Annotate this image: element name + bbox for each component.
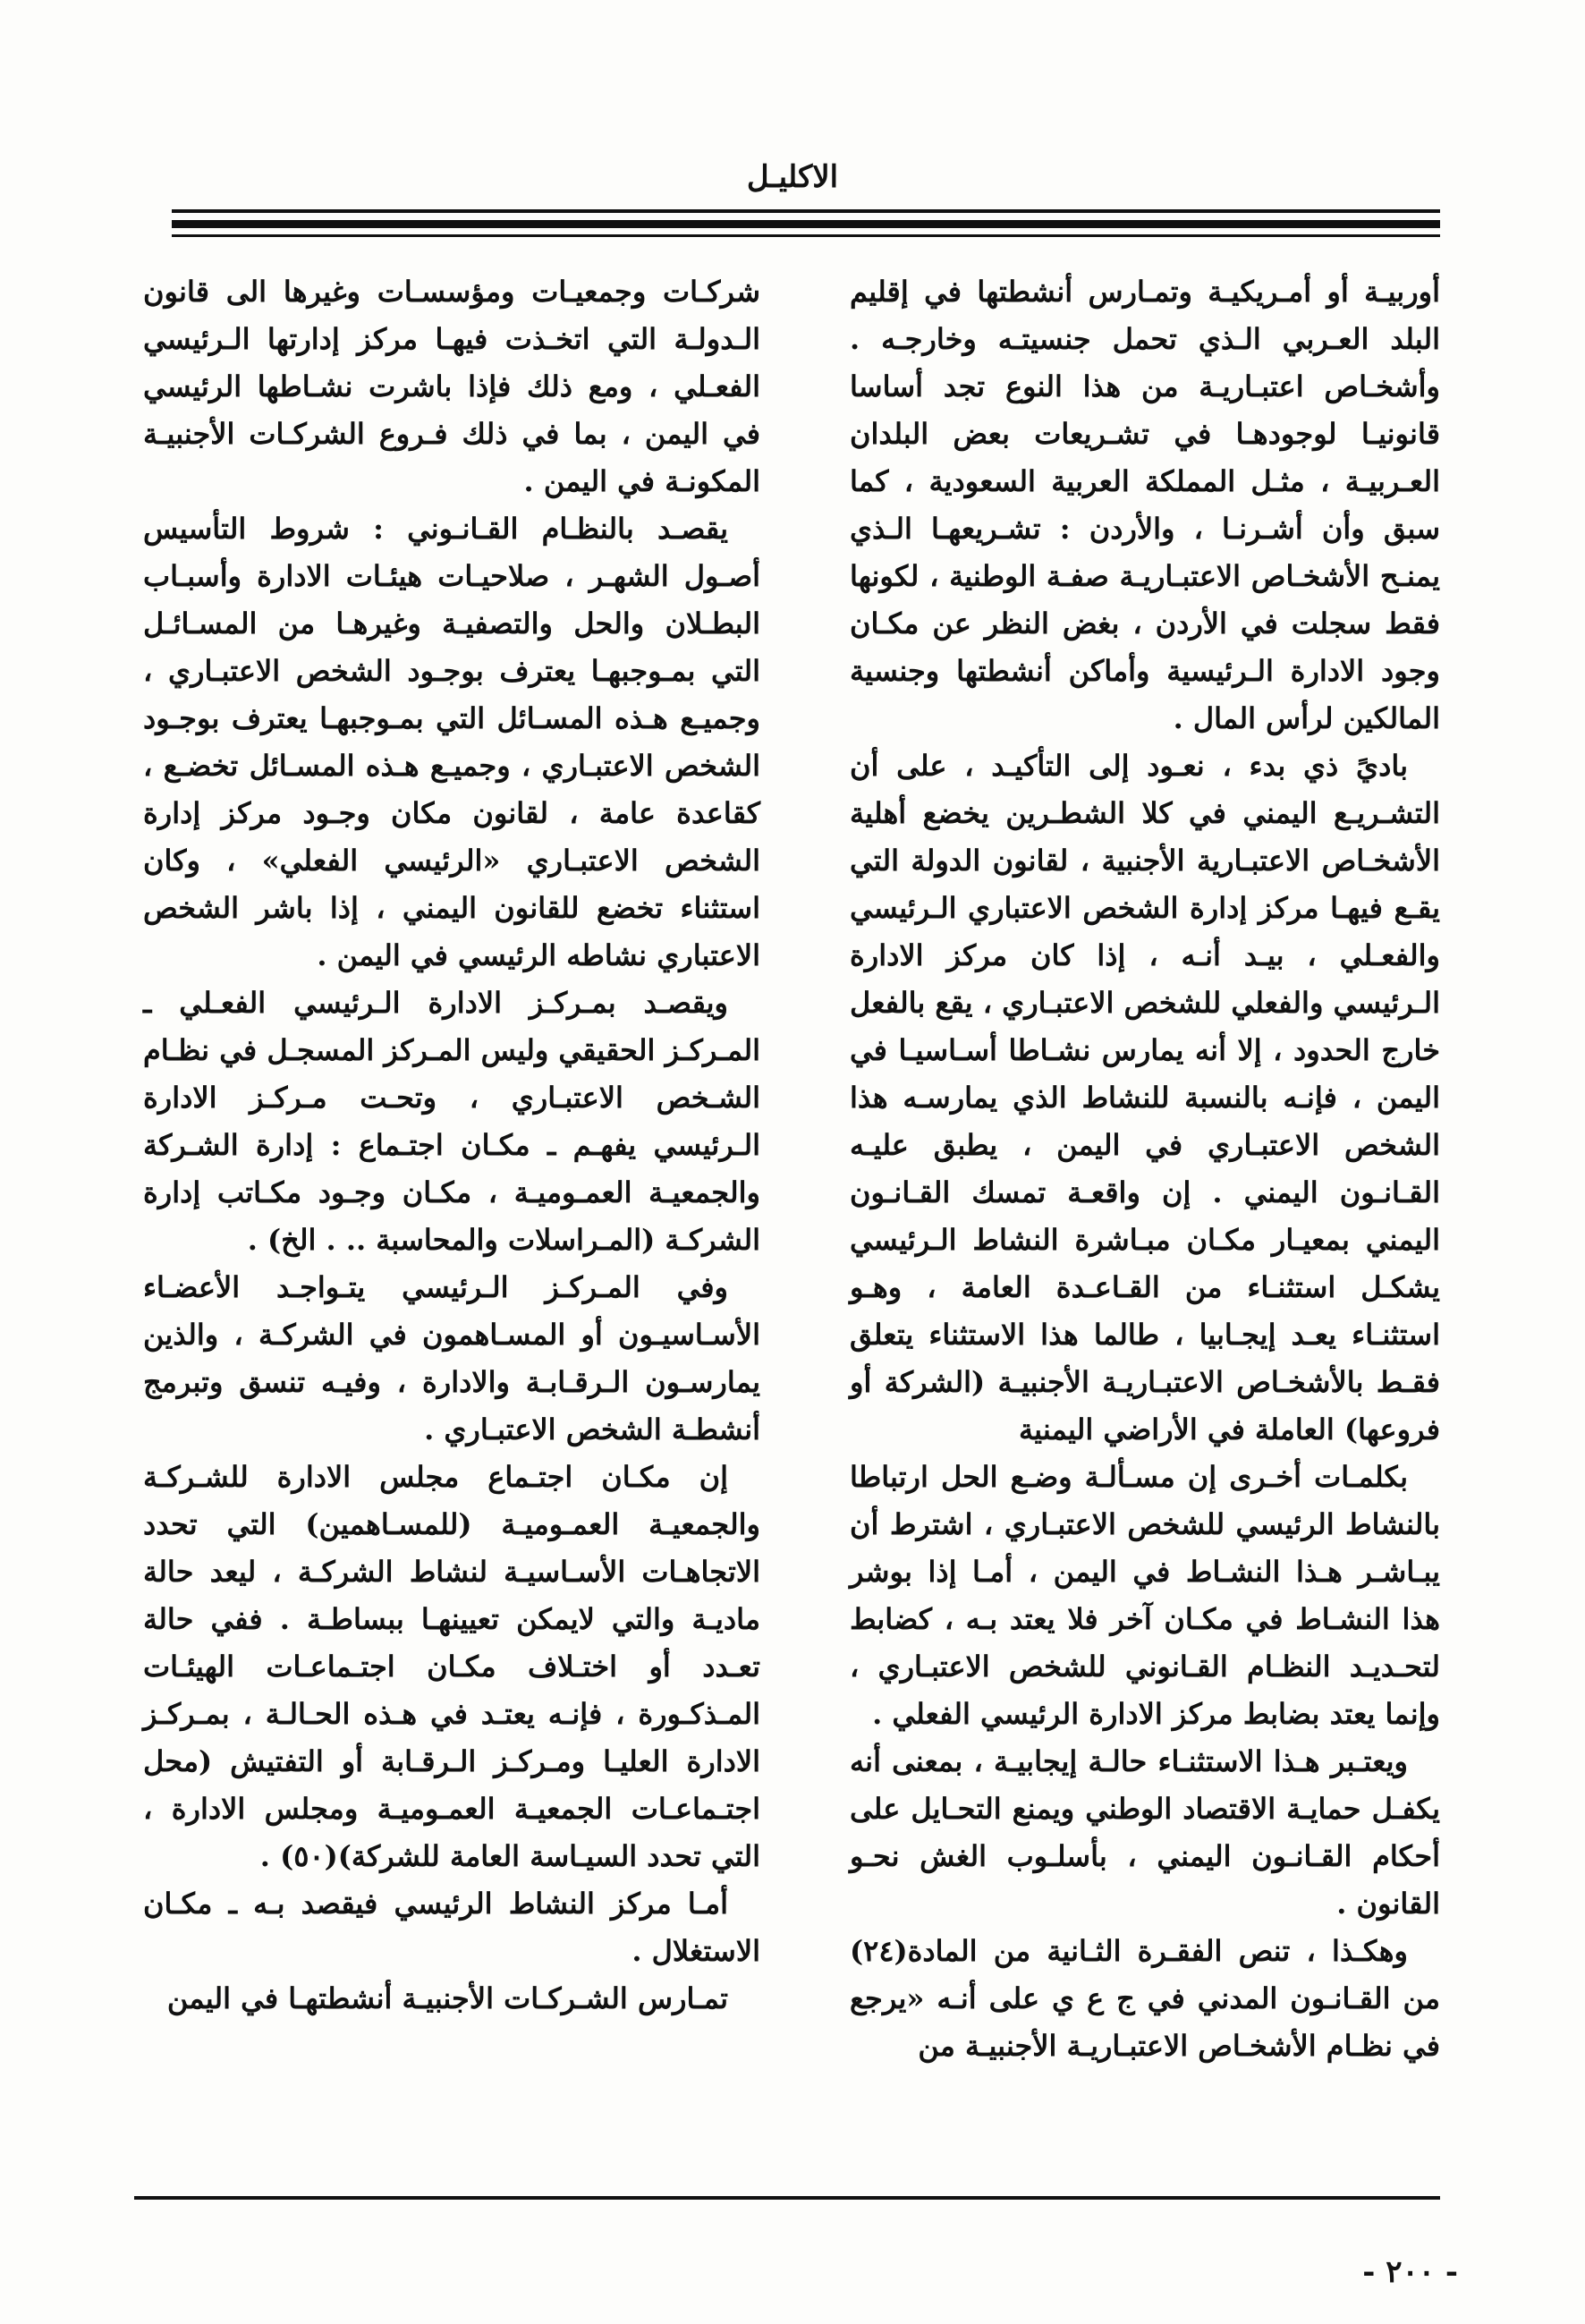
running-header-title: الاكليـل	[746, 159, 839, 195]
footer-rule	[134, 2196, 1440, 2200]
paragraph: يقصـد بالنظـام القـانـوني : شروط التأسيس أصـول الشهـر ، صلاحيـات هيئـات الادارة وأسبـاب البطـلان والحل والتصفيـة وغيرهـا من المسـائـل التي بمـوجبهـا يعترف بوجـود الشخص الاعتبـاري ، وجميـع هـذه المسـائل التي بمـوجبهـا يعترف بوجـود الشخص الاعتبـاري ، وجميـع هـذه المسـائل تخضـع ، كقاعدة عامة ، لقانون مكان وجـود مركز إدارة الشخص الاعتبـاري «الرئيسي الفعلي» ، وكان استثناء تخضع للقانون اليمني ، إذا باشر الشخص الاعتباري نشاطه الرئيسي في اليمن .	[143, 512, 760, 972]
paragraph: أمـا مركز النشاط الرئيسي فيقصد بـه ـ مكـان الاستغلال .	[143, 1887, 760, 1968]
text-column-left	[143, 268, 760, 2023]
header-rule-bottom	[172, 234, 1440, 237]
text-column-right	[850, 268, 1440, 2070]
paragraph: تمـارس الشـركـات الأجنبيـة أنشطتهـا في اليمن	[166, 1981, 728, 2015]
header-rule-thick	[172, 220, 1440, 228]
paragraph: ويعتـبر هـذا الاستثنـاء حالـة إيجابيـة ، بمعنى أنه يكفـل حمايـة الاقتصاد الوطني ويمنع التحـايل على أحكام القـانـون اليمني ، بأسلـوب الغش نحـو القانون .	[850, 1744, 1440, 1921]
paragraph: إن مكـان اجتـماع مجلس الادارة للشـركـة والجمعيـة العمـوميـة (للمسـاهمين) التي تحدد الاتجاهـات الأسـاسيـة لنشاط الشركـة ، ليعد حالة ماديـة والتي لايمكن تعيينهـا ببساطـة . ففي حالة تعـدد أو اختـلاف مكـان اجتـماعـات الهيئـات المـذكـورة ، فإنـه يعتـد في هـذه الحـالـة ، بمـركـز الادارة العليـا ومـركـز الـرقـابة أو التفتيش (محل اجتـماعـات الجمعيـة العمـوميـة ومجلس الادارة ، التي تحدد السيـاسة العامة للشركة)(٥٠) .	[143, 1460, 760, 1873]
paragraph: أوربيـة أو أمـريكيـة وتمـارس أنشطتها في إقليم البلد العـربي الـذي تحمل جنسيتـه وخارجـه . وأشخـاص اعتبـاريـة من هذا النوع تجد أساسا قانونيـا لوجودهـا في تشـريعات بعض البلدان العـربيـة ، مثـل المملكة العربية السعودية ، كما سبق وأن أشـرنـا ، والأردن : تشـريعهـا الـذي يمنـح الأشخـاص الاعتبـاريـة صفـة الوطنية ، لكونها فقط سجلت في الأردن ، بغض النظر عن مكـان وجود الادارة الـرئيسية وأماكن أنشطتها وجنسية المالكين لرأس المال .	[850, 275, 1440, 735]
paragraph: وفي المـركـز الـرئيسي يتـواجـد الأعضـاء الأسـاسيـون أو المسـاهمون في الشركـة ، والذين يمارسـون الـرقـابـة والادارة ، وفيـه تنسق وتبرمج أنشطـة الشخص الاعتبـاري .	[143, 1270, 760, 1446]
page-number: - ٢٠٠ -	[1362, 2254, 1458, 2290]
header-rule-top	[172, 209, 1440, 213]
paragraph: بكلمـات أخـرى إن مسـألـة وضـع الحل ارتباطا بالنشاط الرئيسي للشخص الاعتبـاري ، اشترط أن يبـاشـر هـذا النشـاط في اليمن ، أمـا إذا بوشر هذا النشـاط في مكـان آخر فلا يعتد بـه ، كضابط لتحـديـد النظـام القـانوني للشخص الاعتبـاري ، وإنما يعتد بضابط مركز الادارة الرئيسي الفعلي .	[850, 1460, 1440, 1731]
paragraph: ويقصـد بمـركـز الادارة الـرئيسي الفعـلي ـ المـركـز الحقيقي وليس المـركز المسجـل في نظـام الشـخص الاعتبـاري ، وتحـت مـركـز الادارة الـرئيسي يفهـم ـ مكـان اجتـماع : إدارة الشـركة والجمعيـة العمـوميـة ، مكـان وجـود مكـاتب إدارة الشركـة (المـراسلات والمحاسبة .. . الخ) .	[142, 986, 760, 1257]
paragraph: وهكـذا ، تنص الفقـرة الثـانية من المادة(٢٤) من القـانـون المدني في ج ع ي على أنـه «يرجع في نظـام الأشخـاص الاعتبـاريـة الأجنبيـة من	[850, 1934, 1441, 2063]
paragraph: شركـات وجمعيـات ومؤسسـات وغيرها الى قانون الـدولـة التي اتخـذت فيهـا مركز إدارتها الـرئيسي الفعـلي ، ومع ذلك فإذا باشرت نشـاطها الرئيسي في اليمن ، بما في ذلك فـروع الشركـات الأجنبيـة المكونـة في اليمن .	[143, 275, 760, 498]
paragraph: باديً ذي بدء ، نعـود إلى التأكيـد ، على أن التشـريـع اليمني في كلا الشطـرين يخضع أهلية الأشخـاص الاعتبـارية الأجنبية ، لقانون الدولة التي يقـع فيهـا مركز إدارة الشخص الاعتباري الـرئيسي والفعـلي ، بيـد أنـه ، إذا كان مركز الادارة الـرئيسي والفعلي للشخص الاعتبـاري ، يقع بالفعل خارج الحدود ، إلا أنه يمارس نشـاطا أسـاسيـا في اليمن ، فإنـه بالنسبة للنشاط الذي يمارسـه هذا الشخص الاعتبـاري في اليمن ، يطبق عليـه القـانـون اليمني . إن واقعـة تمسك القـانـون اليمني بمعيـار مكـان مبـاشرة النشاط الـرئيسي يشكـل استثنـاء من القـاعـدة العامة ، وهـو استثنـاء يعـد إيجـابيا ، طالما هذا الاستثناء يتعلق فقـط بالأشخـاص الاعتبـاريـة الأجنبيـة (الشركة أو فروعها) العاملة في الأراضي اليمنية	[850, 749, 1440, 1446]
